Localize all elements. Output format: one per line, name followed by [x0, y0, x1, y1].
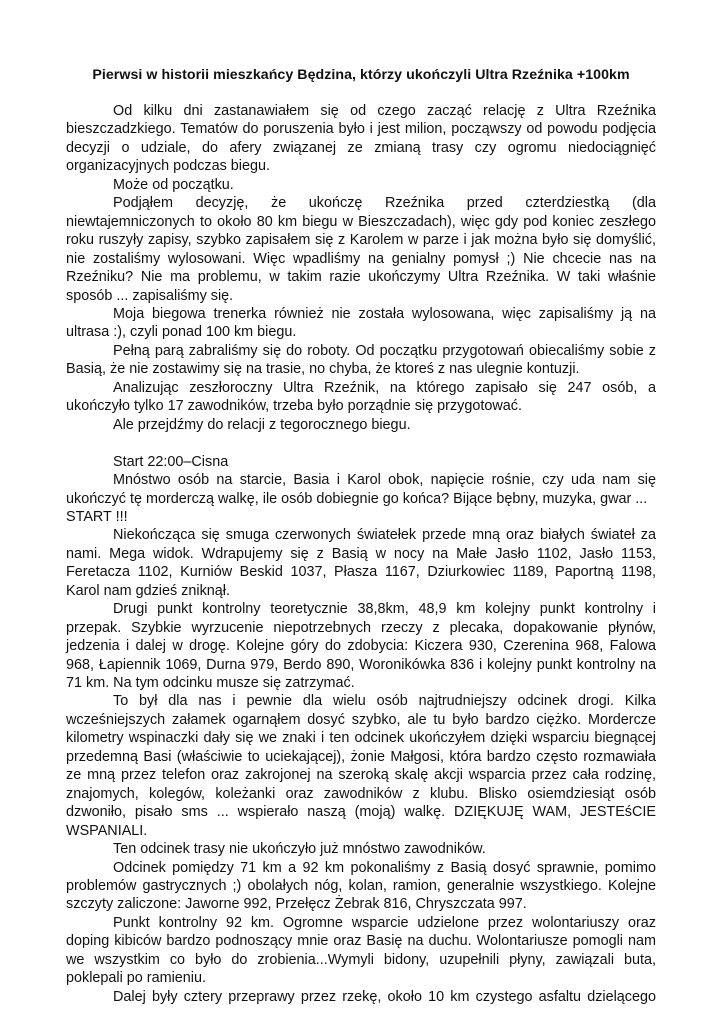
document-title: Pierwsi w historii mieszkańcy Będzina, którzy ukończyli Ultra Rzeźnika +100km: [92, 67, 630, 83]
paragraph-hardest-section: To był dla nas i pewnie dla wielu osób najtrudniejszy odcinek drogi. Kilka wcześniejszych załamek ogarnąłem dosyć szybko, ale tu było bardzo ciężko. Mordercze kilometry wspinaczki dały się we znaki i ten odcinek ukończyłem dzięki wsparciu biegnącej przedemną Basi (właściwie to uciekającej), żonie Małgosi, która bardzo często rozmawiała ze mną przez telefon oraz zakrojonej na szeroką skalę akcji wsparcia przez cała rodzinę, znajomych, kolegów, koleżanki oraz zawodników z klubu. Blisko osiemdziesiąt osób dzwoniło, pisało sms ... wspierało naszą (moją) walkę. DZIĘKUJĘ WAM, JESTEśCIE WSPANIALI.: [66, 693, 656, 839]
paragraph-transition: Ale przejdźmy do relacji z tegorocznego biegu.: [113, 416, 411, 433]
paragraph-preparation: Pełną parą zabraliśmy się do roboty. Od początku przygotowań obiecaliśmy sobie z Basią, że nie zostawimy się na trasie, no chyba, że ktoreś z nas ulegnie kontuzji.: [66, 342, 656, 378]
paragraph-dropouts: Ten odcinek trasy nie ukończyło już mnóstwo zawodników.: [113, 841, 486, 858]
paragraph-checkpoint-92km: Punkt kontrolny 92 km. Ogromne wsparcie udzielone przez wolontariuszy oraz doping kibiców bardzo podnoszący mnie oraz Basię na duchu. Wolontariusze pomogli nam we wszystkim co było do zrobienia...Wymyli bidony, uzupełnili płyny, zawiązali buta, poklepali po ramieniu.: [66, 914, 656, 987]
paragraph-coach: Moja biegowa trenerka również nie została wylosowana, więc zapisaliśmy ją na ultrasa :), czyli ponad 100 km biegu.: [66, 305, 656, 341]
paragraph-71-92km: Odcinek pomiędzy 71 km a 92 km pokonaliśmy z Basią dosyć sprawnie, pomimo problemów gastrycznych ;) obolałych nóg, kolan, ramion, generalnie wszystkiego. Kolejne szczyty zaliczone: Jaworne 992, Przełęcz Żebrak 816, Chryszczata 997.: [66, 859, 656, 913]
paragraph-last-year: Analizując zeszłoroczny Ultra Rzeźnik, na którego zapisało się 247 osób, a ukończyło tylko 17 zawodników, trzeba było porządnie się przygotować.: [66, 379, 656, 415]
paragraph-decision: Podjąłem decyzję, że ukończę Rzeźnika przed czterdziestką (dla niewtajemniczonych to około 80 km biegu w Bieszczadach), więc gdy pod koniec zeszłego roku ruszyły zapisy, szybko zapisałem się z Karolem w parze i jak można było się domyślić, nie zostaliśmy wylosowani. Więc wpadliśmy na genialny pomysł ;) Nie chcecie nas na Rzeźniku? Nie ma problemu, w takim razie ukończymy Ultra Rzeźnika. W taki właśnie sposób ... zapisaliśmy się.: [66, 195, 656, 304]
paragraph-river-crossings: Dalej były cztery przeprawy przez rzekę, około 10 km czystego asfaltu dzielącego: [113, 988, 656, 1005]
blank-line: [66, 434, 656, 452]
paragraph-night-lights: Niekończąca się smuga czerwonych światełek przede mną oraz białych świateł za nami. Mega widok. Wdrapujemy się z Basią w nocy na Małe Jasło 1102, Jasło 1153, Feretacza 1102, Kurniów Beskid 1037, Płasza 1167, Dziurkowiec 1189, Paportną 1198, Karol nam gdzieś zniknął.: [66, 527, 656, 599]
paragraph-start-crowd: Mnóstwo osób na starcie, Basia i Karol obok, napięcie rośnie, czy uda nam się ukończyć tę morderczą walkę, ile osób dobiegnie go końca? Bijące bębny, muzyka, gwar ...: [66, 472, 656, 507]
paragraph-checkpoint-two: Drugi punkt kontrolny teoretycznie 38,8km, 48,9 km kolejny punkt kontrolny i przepak. Szybkie wyrzucenie niepotrzebnych rzeczy z plecaka, dopakowanie płynów, jedzenia i dalej w drogę. Kolejne góry do zdobycia: Kiczera 930, Czerenina 968, Falowa 968, Łapiennik 1069, Durna 979, Berdo 890, Woronikówka 836 i kolejny punkt kontrolny na 71 km. Na tym odcinku musze się zatrzymać.: [66, 601, 656, 692]
paragraph-start-heading: Start 22:00–Cisna: [113, 453, 229, 470]
paragraph-start-shout: START !!!: [66, 508, 128, 525]
paragraph-beginning: Może od początku.: [113, 176, 234, 193]
paragraph-intro: Od kilku dni zastanawiałem się od czego zacząć relację z Ultra Rzeźnika bieszczadzkiego. Tematów do poruszenia było i jest milion, począwszy od powodu podjęcia decyzji o udziale, do afery związanej ze zmianą trasy czy ogromu niedociągnięć organizacyjnych podczas biegu.: [66, 103, 656, 175]
document-page: [66, 66, 656, 1006]
